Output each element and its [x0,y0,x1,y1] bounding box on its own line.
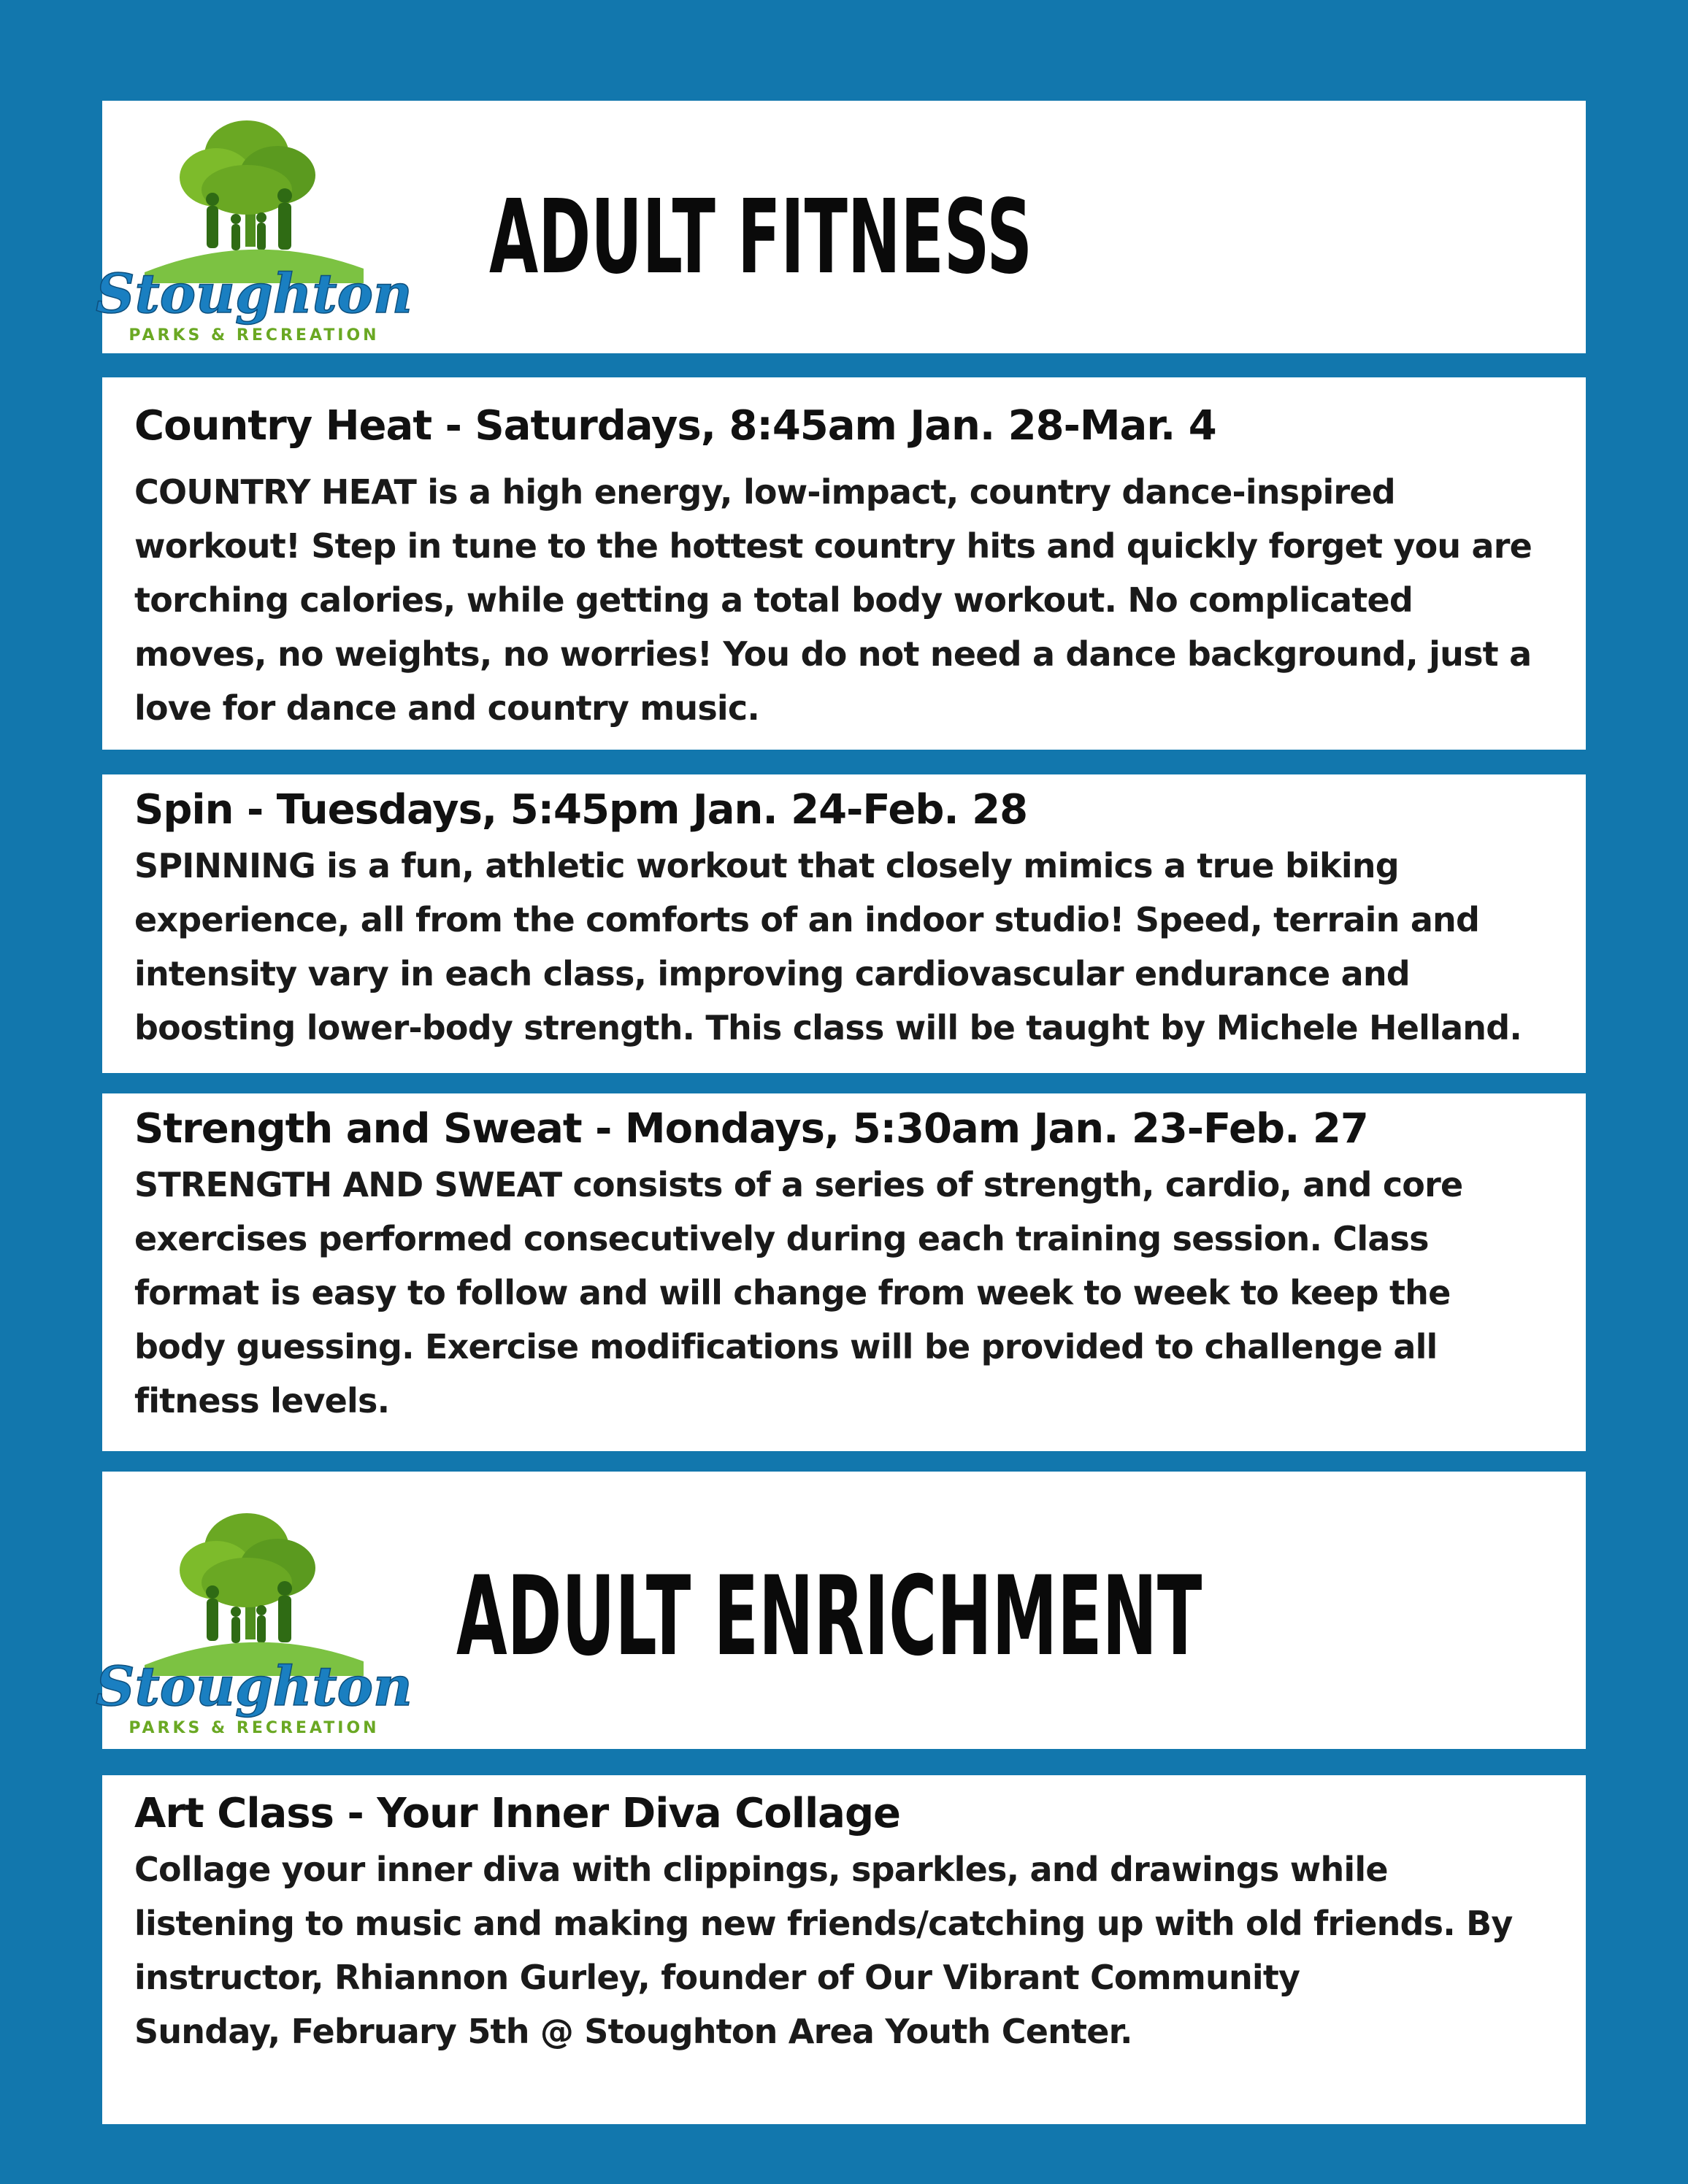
section-title: ADULT ENRICHMENT [456,1553,1202,1680]
class-description: Collage your inner diva with clippings, sparkles, and drawings while listening to music and making new friends/catching up with old friends. By instructor, Rhiannon Gurley, founder of Our Vibrant Community Sunday, February 5th @ Stoughton Area Youth Center. [134,1850,1513,2051]
enrichment-header [96,1472,1586,1749]
class-description: COUNTRY HEAT is a high energy, low-impact, country dance-inspired workout! Step in tune to the hottest country hits and quickly forget you are torching calories, while getting a total body workout. No complicated moves, no weights, no worries! You do not need a dance background, just a love for dance and country music. [134,472,1532,728]
class-description: STRENGTH AND SWEAT consists of a series of strength, cardio, and core exercises performed consecutively during each training session. Class format is easy to follow and will change from week to week to keep the body guessing. Exercise modifications will be provided to challenge all fitness levels. [134,1165,1463,1420]
class-card [102,1093,1586,1451]
logo-wordmark: Stoughton [96,263,413,326]
class-title: Strength and Sweat - Mondays, 5:30am Jan. 23-Feb. 27 [134,1105,1368,1153]
logo-subtitle: PARKS & RECREATION [128,326,380,345]
class-description: SPINNING is a fun, athletic workout that closely mimics a true biking experience, all from the comforts of an indoor studio! Speed, terrain and intensity vary in each class, improving cardiovascular endurance and boosting lower-body strength. This class will be taught by Michele Helland. [134,846,1522,1047]
stoughton-logo [96,1501,413,1742]
class-title: Spin - Tuesdays, 5:45pm Jan. 24-Feb. 28 [134,786,1028,834]
class-card [102,774,1586,1073]
page-title: ADULT FITNESS [489,178,1032,297]
fitness-header [96,101,1586,353]
stoughton-logo [96,108,413,349]
class-card [102,1775,1586,2124]
logo-wordmark: Stoughton [96,1656,413,1718]
class-card [102,377,1586,750]
class-title: Country Heat - Saturdays, 8:45am Jan. 28-Mar. 4 [134,402,1216,450]
class-title: Art Class - Your Inner Diva Collage [134,1790,901,1837]
logo-subtitle: PARKS & RECREATION [128,1719,380,1737]
tree-icon [180,1513,315,1639]
tree-icon [180,120,315,247]
